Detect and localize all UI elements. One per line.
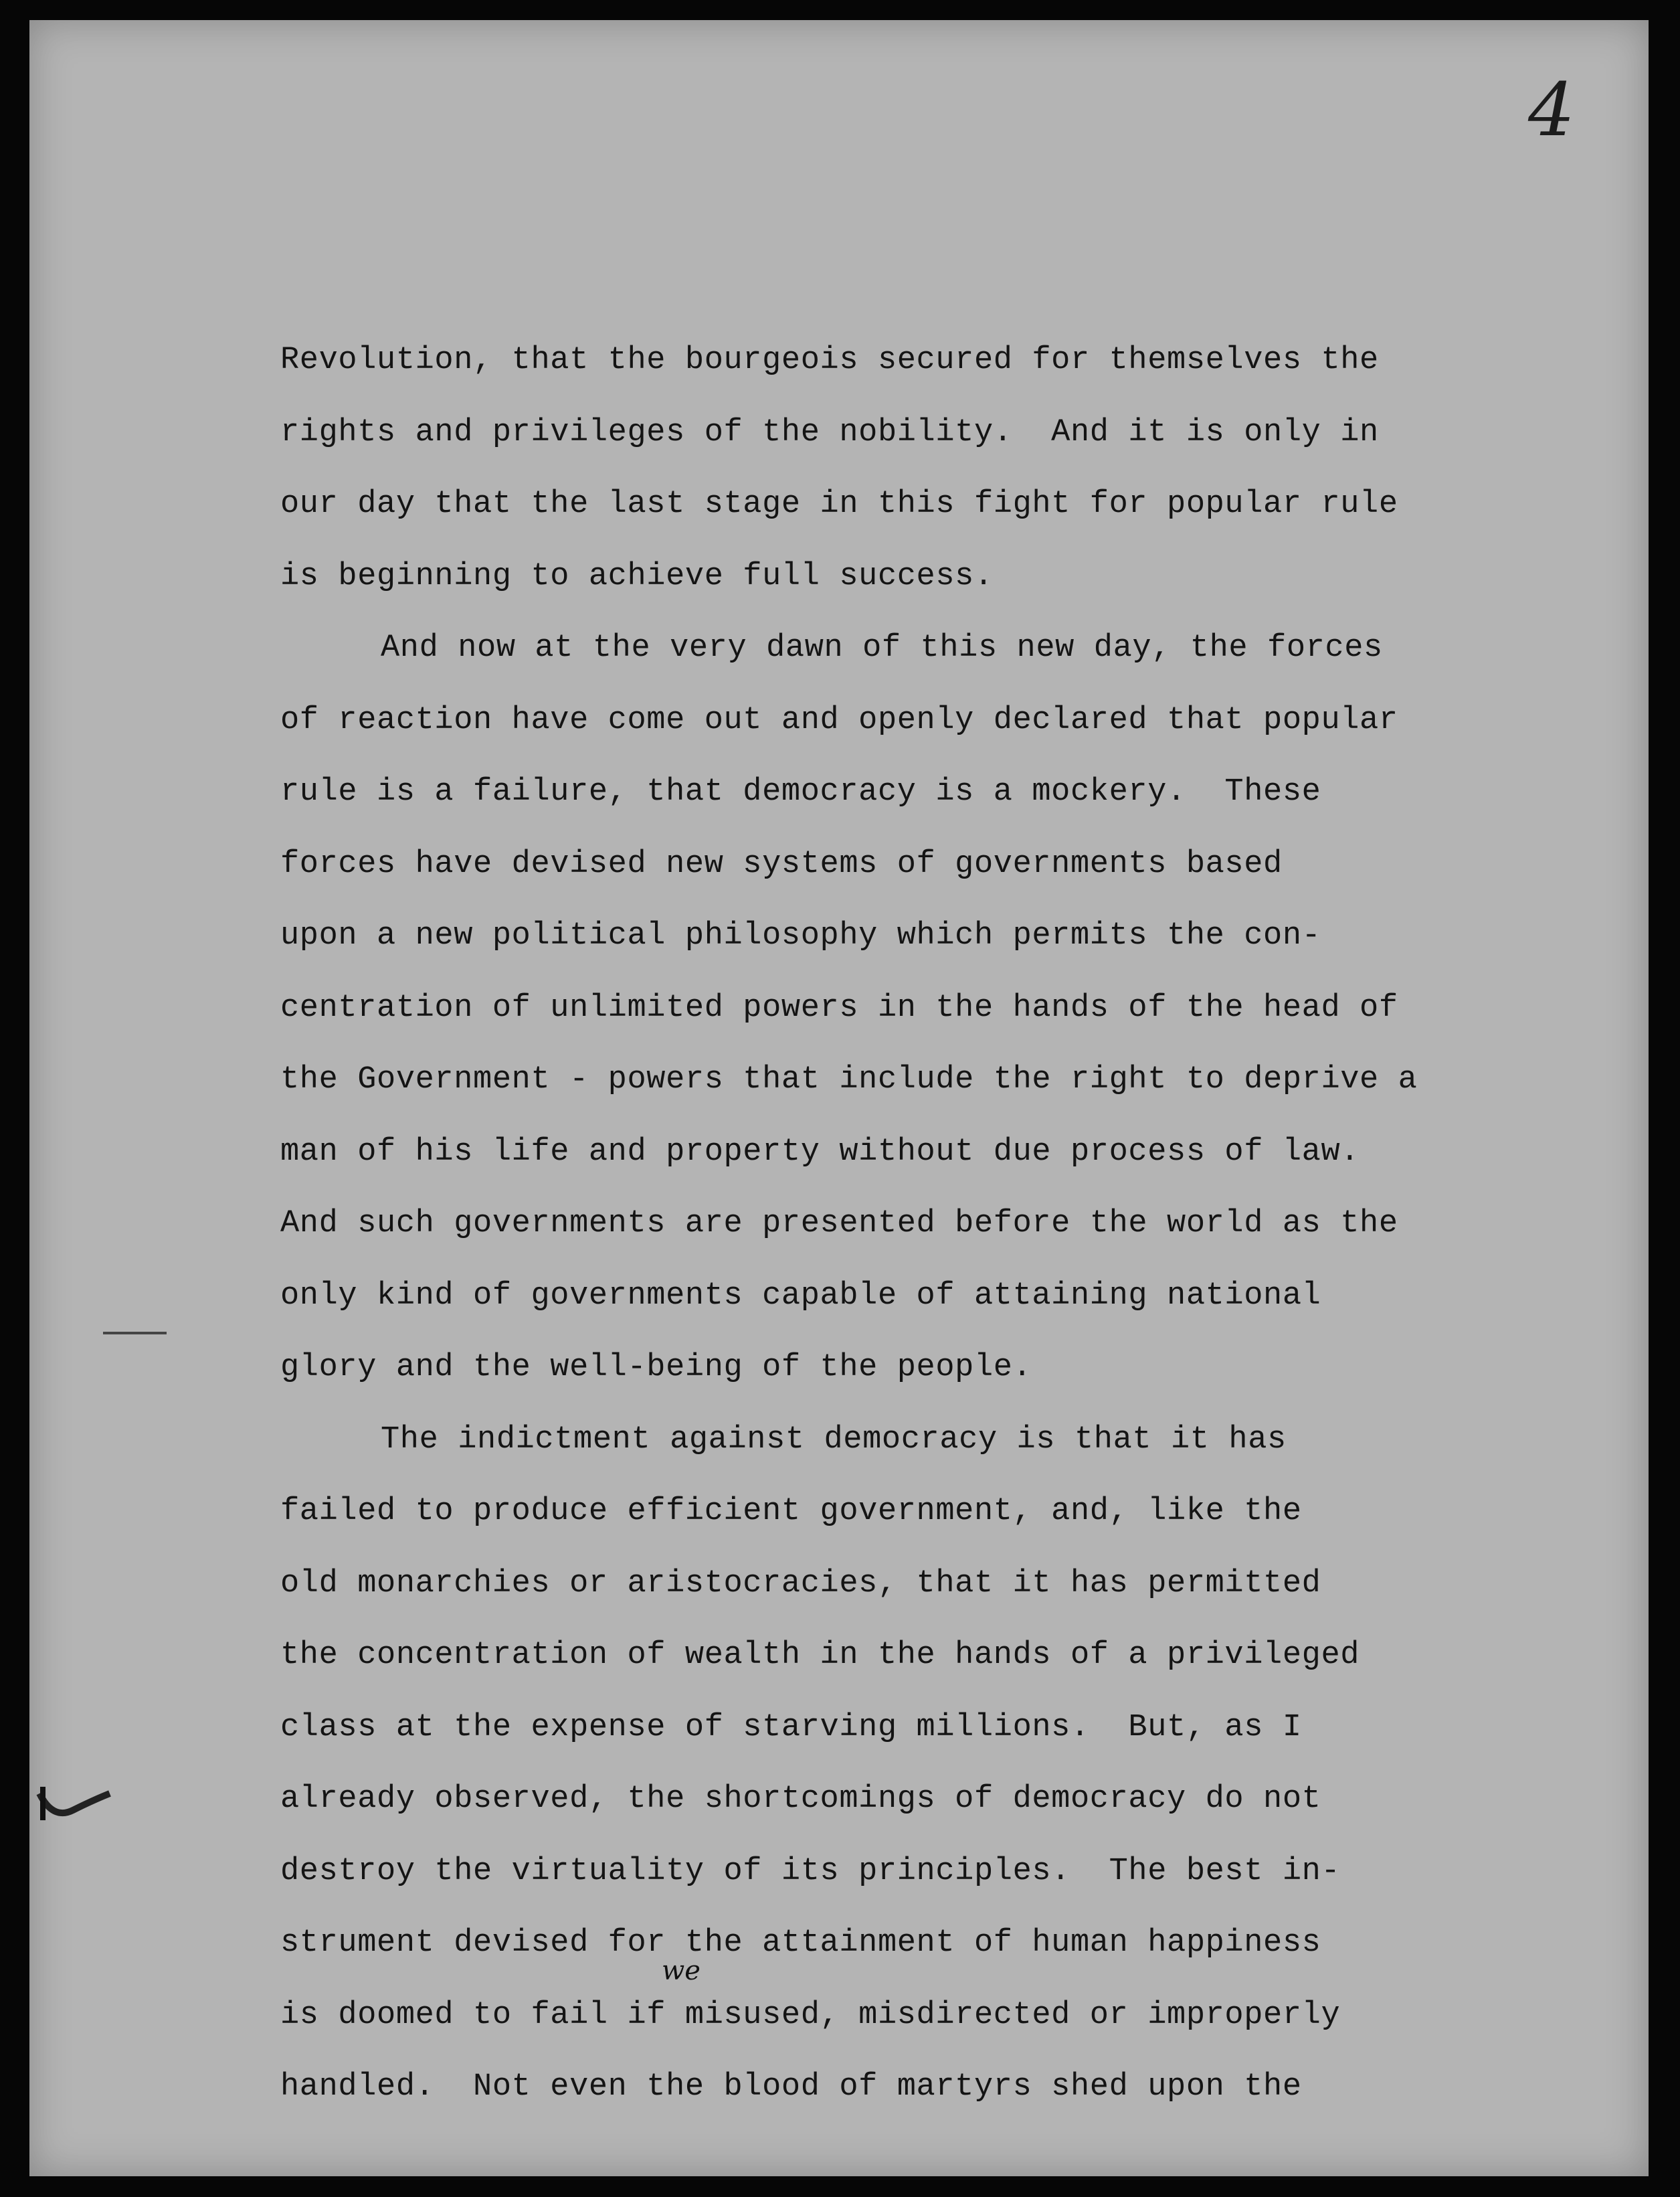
- text-line: man of his life and property without due process of law.: [280, 1134, 1360, 1170]
- text-line: the concentration of wealth in the hands of a privileged: [280, 1638, 1360, 1673]
- text-line: old monarchies or aristocracies, that it has permitted: [280, 1565, 1321, 1601]
- body-text: [280, 325, 1552, 2123]
- text-line: Revolution, that the bourgeois secured for themselves the: [280, 343, 1379, 378]
- typewritten-page: [29, 20, 1649, 2176]
- text-line: is doomed to fail if misused, misdirected or improperly: [280, 1997, 1341, 2033]
- text-line: is beginning to achieve full success.: [280, 558, 994, 594]
- text-line: And such governments are presented before the world as the: [280, 1206, 1398, 1241]
- text-line: glory and the well-being of the people.: [280, 1350, 1032, 1385]
- text-line: already observed, the shortcomings of democracy do not: [280, 1781, 1321, 1817]
- page-number: 4: [1528, 67, 1575, 153]
- text-line: forces have devised new systems of governments based: [280, 846, 1283, 882]
- handwritten-annotation: we: [662, 1955, 701, 1986]
- text-line: only kind of governments capable of attaining national: [280, 1278, 1321, 1314]
- text-line: upon a new political philosophy which permits the con-: [280, 918, 1321, 954]
- text-line: our day that the last stage in this fight for popular rule: [280, 487, 1398, 522]
- text-line: failed to produce efficient government, and, like the: [280, 1494, 1302, 1529]
- text-line: centration of unlimited powers in the hands of the head of: [280, 990, 1398, 1026]
- paragraph-start-line: The indictment against democracy is that it has: [381, 1421, 1287, 1458]
- text-line: rule is a failure, that democracy is a mockery. These: [280, 774, 1321, 810]
- text-line: the Government - powers that include the right to deprive a: [280, 1062, 1418, 1097]
- paragraph-start-line: And now at the very dawn of this new day, the forces: [381, 630, 1383, 666]
- text-line: rights and privileges of the nobility. And it is only in: [280, 414, 1379, 450]
- margin-mark: [103, 1332, 167, 1334]
- text-line: handled. Not even the blood of martyrs shed upon the: [280, 2069, 1302, 2105]
- text-line: of reaction have come out and openly declared that popular: [280, 702, 1398, 738]
- text-line: strument devised for the attainment of human happiness: [280, 1925, 1321, 1961]
- paper-clip-mark: [33, 1780, 113, 1827]
- text-line: destroy the virtuality of its principles. The best in-: [280, 1853, 1341, 1889]
- text-line: class at the expense of starving millions. But, as I: [280, 1709, 1302, 1745]
